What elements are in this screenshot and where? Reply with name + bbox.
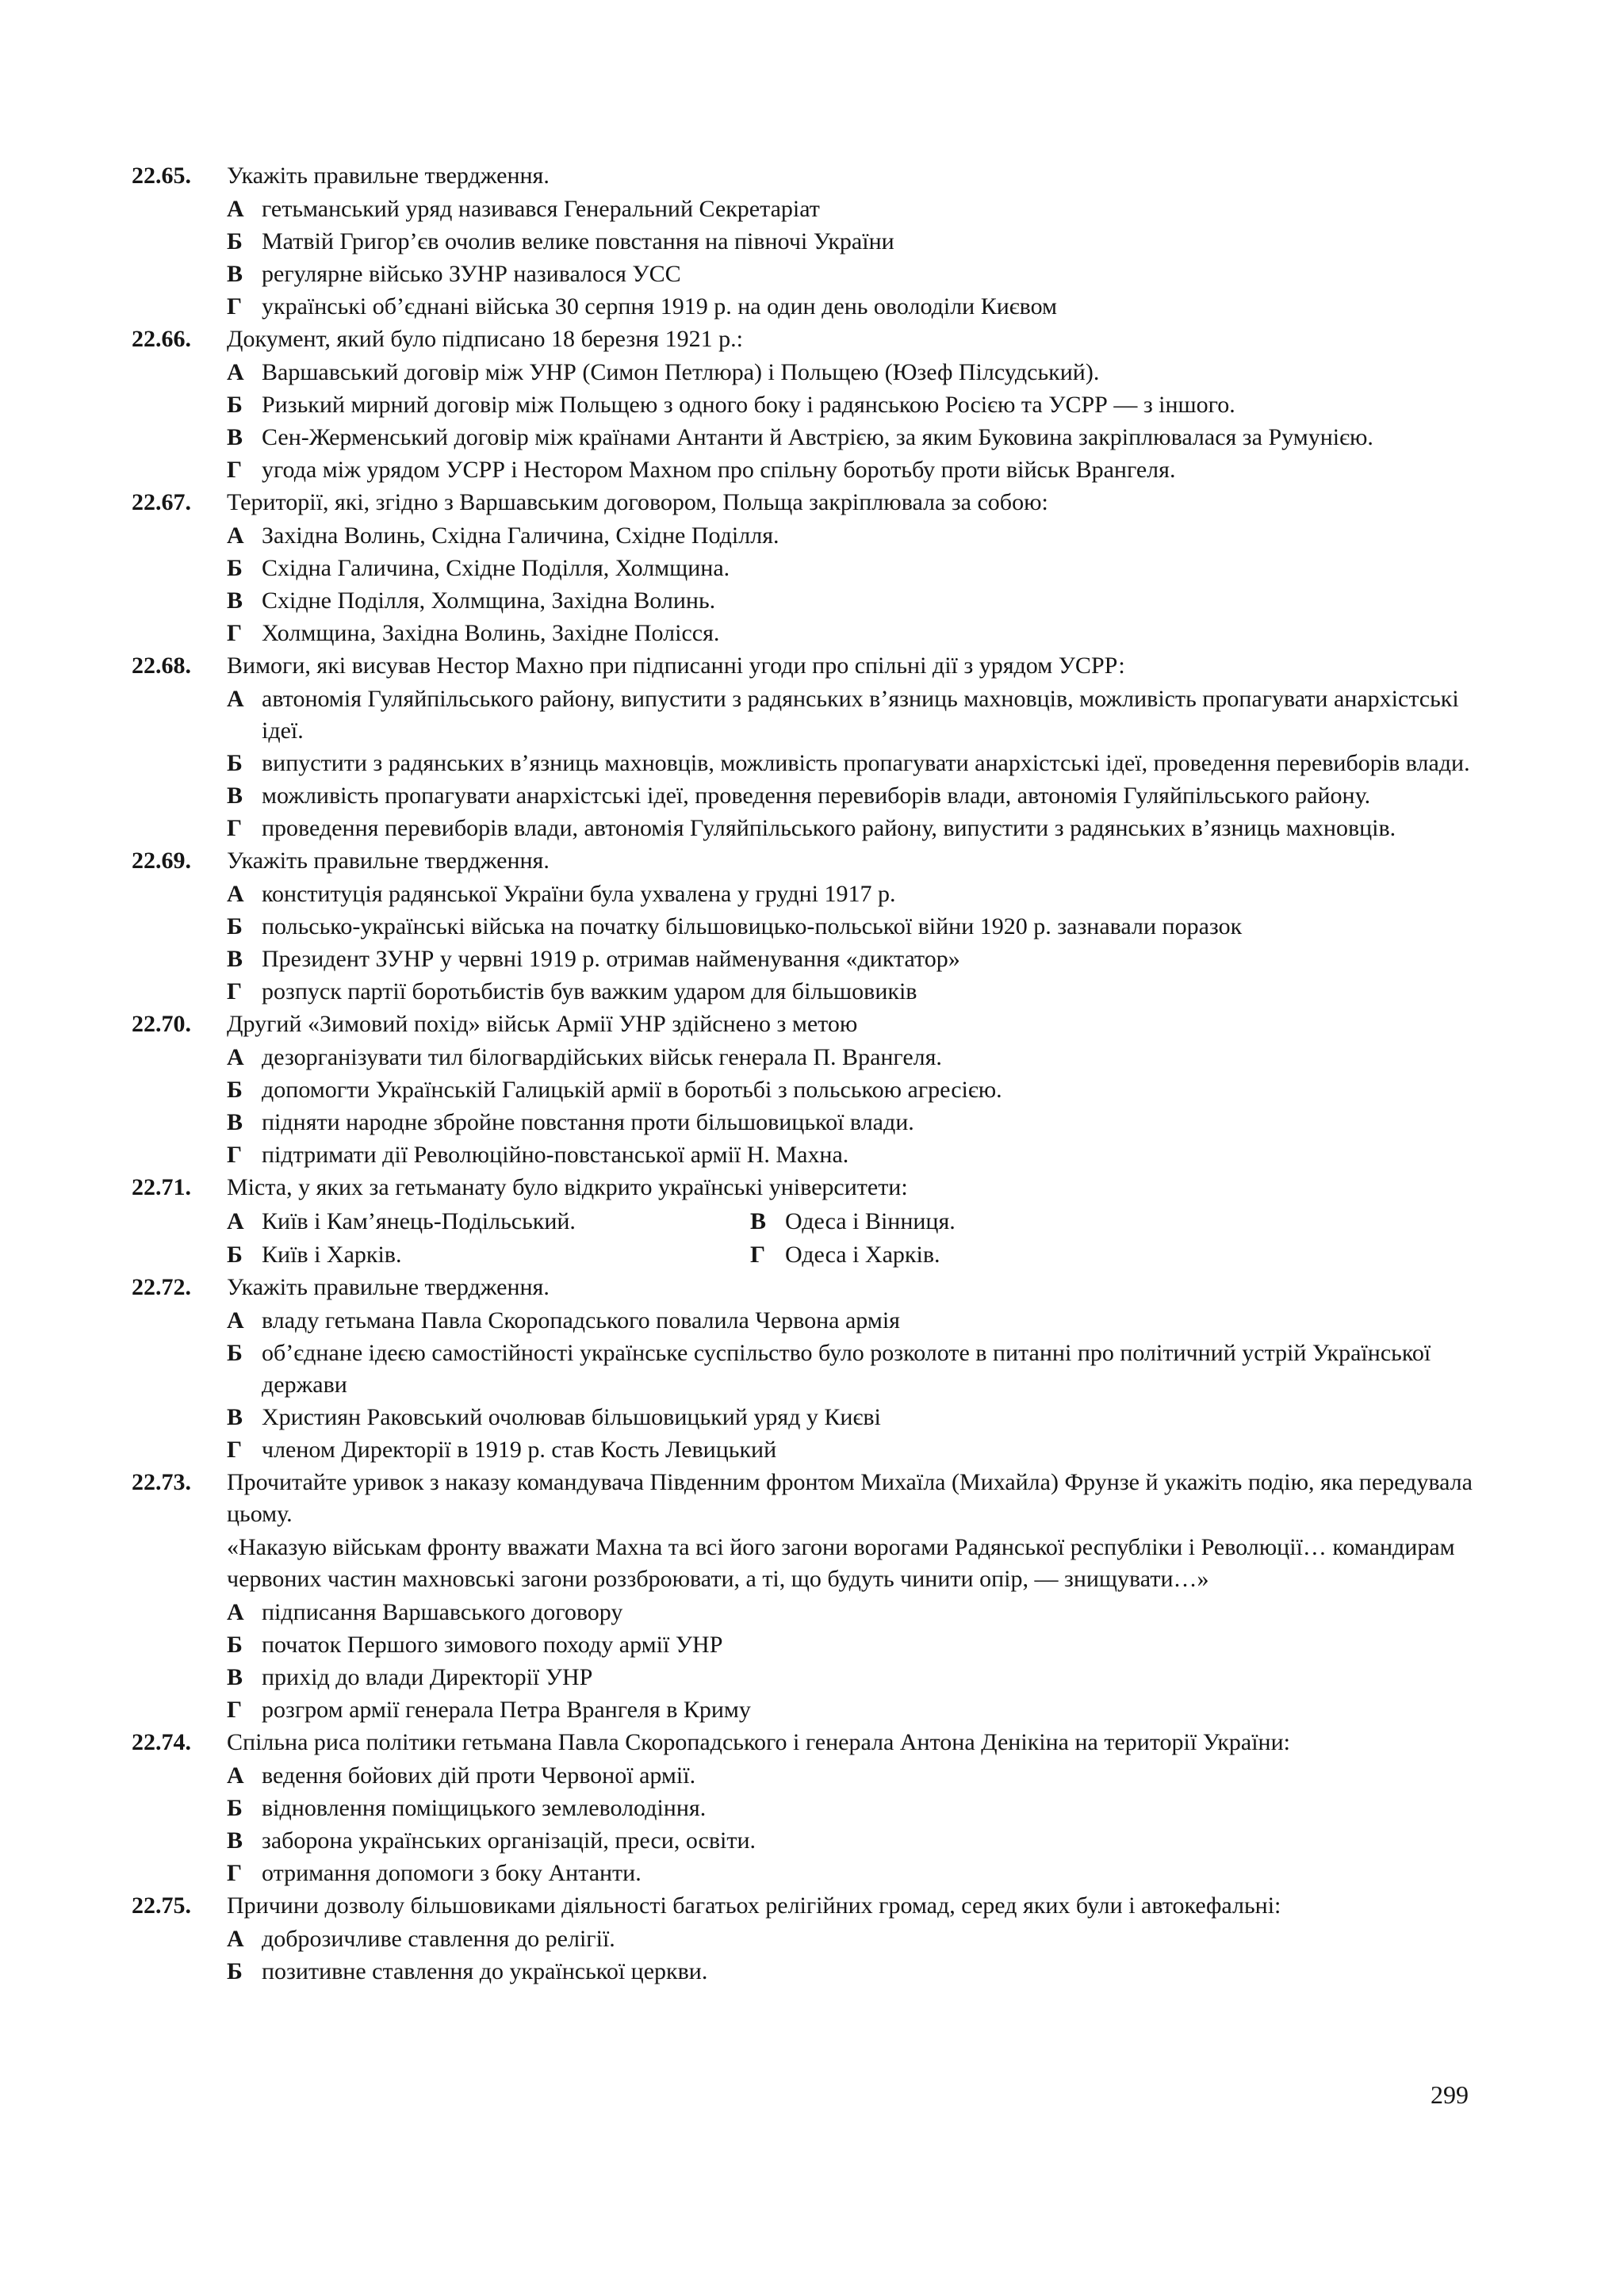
answer-options	[227, 1305, 1480, 1466]
answer-option	[227, 1956, 1480, 1988]
option-text: допомогти Українській Галицькій армії в боротьбі з польською агресією.	[262, 1077, 1002, 1103]
option-letter: Б	[227, 228, 243, 254]
question-number: 22.66.	[132, 326, 191, 352]
option-letter: В	[750, 1208, 767, 1234]
option-letter: В	[227, 783, 243, 809]
answer-option	[227, 780, 1480, 812]
option-letter: А	[227, 1044, 244, 1070]
answer-options	[227, 1760, 1480, 1889]
option-text: дезорганізувати тил білогвардійських військ генерала П. Врангеля.	[262, 1044, 942, 1070]
question-number: 22.73.	[132, 1469, 191, 1495]
answer-option	[227, 258, 1480, 290]
option-letter: В	[227, 1827, 243, 1854]
answer-option	[227, 748, 1480, 779]
question-number: 22.72.	[132, 1274, 191, 1300]
question-22-72	[132, 1272, 1480, 1466]
question-number: 22.75.	[132, 1892, 191, 1919]
option-text: Київ і Кам’янець-Подільський.	[262, 1208, 576, 1234]
question-number: 22.69.	[132, 848, 191, 874]
question-text: Міста, у яких за гетьманату було відкрито українські університети:	[227, 1174, 908, 1200]
option-text: початок Першого зимового походу армії УНР	[262, 1632, 723, 1658]
question-22-75	[132, 1890, 1480, 1988]
answer-option	[227, 193, 1480, 225]
question-number: 22.67.	[132, 489, 191, 515]
answer-options	[227, 1042, 1480, 1171]
question-22-65	[132, 160, 1480, 323]
answer-option	[227, 1694, 1480, 1726]
answer-option	[227, 1337, 1480, 1401]
option-text: членом Директорії в 1919 р. став Кость Левицький	[262, 1437, 777, 1463]
quote-excerpt: «Наказую військам фронту вважати Махна та всі його загони ворогами Радянської республіки і Революції… командирам червоних частин махновські загони роззброювати, а ті, що будуть чинити опір, — знищувати…»	[227, 1534, 1455, 1592]
option-letter: А	[227, 196, 244, 222]
answer-option	[227, 1206, 750, 1238]
answer-option	[227, 813, 1480, 844]
option-letter: А	[227, 1208, 244, 1234]
answer-option	[227, 618, 1480, 649]
question-text: Території, які, згідно з Варшавським договором, Польща закріплювала за собою:	[227, 489, 1048, 515]
option-text: Ризький мирний договір між Польщею з одного боку і радянською Росією та УСРР — з іншого.	[262, 392, 1235, 418]
option-text: розгром армії генерала Петра Врангеля в Криму	[262, 1697, 751, 1723]
option-text: підписання Варшавського договору	[262, 1599, 623, 1625]
option-letter: Б	[227, 1340, 243, 1366]
question-number: 22.70.	[132, 1011, 191, 1037]
option-text: доброзичливе ставлення до релігії.	[262, 1926, 615, 1952]
option-letter: Б	[227, 1242, 243, 1268]
option-text: українські об’єднані війська 30 серпня 1919 р. на один день оволоділи Києвом	[262, 293, 1058, 320]
option-letter: В	[227, 1109, 243, 1135]
option-letter: А	[227, 1599, 244, 1625]
answer-option	[227, 1107, 1480, 1138]
option-text: Одеса і Харків.	[785, 1242, 940, 1268]
answer-option	[227, 1139, 1480, 1171]
option-text: отримання допомоги з боку Антанти.	[262, 1860, 642, 1886]
option-letter: Б	[227, 750, 243, 776]
answer-option	[227, 1597, 1480, 1628]
option-text: Східна Галичина, Східне Поділля, Холмщина.	[262, 555, 730, 581]
option-letter: Б	[227, 1795, 243, 1821]
answer-option	[227, 1923, 1480, 1955]
option-letter: Г	[227, 620, 243, 646]
option-letter: Г	[227, 1142, 243, 1168]
option-letter: Г	[227, 978, 243, 1004]
question-text: Причини дозволу більшовиками діяльності багатьох релігійних громад, серед яких були і автокефальні:	[227, 1892, 1281, 1919]
option-letter: А	[227, 1762, 244, 1789]
option-text: Одеса і Вінниця.	[785, 1208, 956, 1234]
option-text: проведення перевиборів влади, автономія Гуляйпільського району, випустити з радянських в’язниць махновців.	[262, 815, 1396, 841]
option-text: випустити з радянських в’язниць махновців, можливість пропагувати анархістські ідеї, проведення перевиборів влади.	[262, 750, 1470, 776]
answer-option	[227, 1858, 1480, 1889]
option-text: Західна Волинь, Східна Галичина, Східне Поділля.	[262, 522, 779, 549]
option-letter: А	[227, 522, 244, 549]
question-number: 22.65.	[132, 163, 191, 189]
option-letter: Г	[227, 457, 243, 483]
question-22-66	[132, 323, 1480, 486]
answer-option	[227, 1760, 1480, 1792]
option-text: Сен-Жерменський договір між країнами Антанти й Австрією, за яким Буковина закріплювалася за Румунією.	[262, 424, 1373, 450]
answer-option	[227, 357, 1480, 388]
option-text: владу гетьмана Павла Скоропадського повалила Червона армія	[262, 1307, 900, 1334]
option-letter: В	[227, 587, 243, 614]
question-number: 22.68.	[132, 652, 191, 679]
question-22-74	[132, 1727, 1480, 1889]
answer-options	[227, 1923, 1480, 1988]
answer-options	[227, 357, 1480, 486]
option-letter: В	[227, 261, 243, 287]
question-text: Другий «Зимовий похід» військ Армії УНР здійснено з метою	[227, 1011, 858, 1037]
answer-options	[227, 1597, 1480, 1726]
question-number: 22.74.	[132, 1729, 191, 1755]
answer-option	[227, 976, 1480, 1008]
option-letter: Г	[227, 1860, 243, 1886]
answer-option	[227, 943, 1480, 975]
option-letter: Б	[227, 1958, 243, 1984]
answer-option	[227, 291, 1480, 323]
answer-options	[227, 193, 1480, 323]
question-text: Документ, який було підписано 18 березня 1921 р.:	[227, 326, 743, 352]
question-22-67	[132, 487, 1480, 649]
answer-option	[227, 520, 1480, 552]
answer-option	[227, 1042, 1480, 1073]
option-text: польсько-українські війська на початку більшовицько-польської війни 1920 р. зазнавали поразок	[262, 913, 1243, 939]
question-22-68	[132, 650, 1480, 844]
answer-option	[227, 454, 1480, 486]
option-letter: Б	[227, 1632, 243, 1658]
answer-options	[227, 683, 1480, 844]
option-letter: Г	[227, 1437, 243, 1463]
answer-option	[227, 226, 1480, 258]
question-number: 22.71.	[132, 1174, 191, 1200]
option-text: гетьманський уряд називався Генеральний Секретаріат	[262, 196, 820, 222]
answer-option	[227, 1239, 750, 1271]
option-text: регулярне військо ЗУНР називалося УСС	[262, 261, 681, 287]
question-text: Прочитайте уривок з наказу командувача Південним фронтом Михаїла (Михайла) Фрунзе й укажіть подію, яка передувала цьому.	[227, 1469, 1473, 1527]
option-text: Матвій Григор’єв очолив велике повстання на півночі України	[262, 228, 894, 254]
question-text: Спільна риса політики гетьмана Павла Скоропадського і генерала Антона Денікіна на території України:	[227, 1729, 1290, 1755]
option-letter: Г	[750, 1242, 766, 1268]
answer-options	[227, 1205, 1480, 1272]
answer-option	[750, 1206, 1226, 1238]
question-list	[132, 160, 1480, 1988]
answer-option	[227, 1402, 1480, 1433]
option-text: підняти народне збройне повстання проти більшовицької влади.	[262, 1109, 914, 1135]
answer-options	[227, 878, 1480, 1008]
option-text: Київ і Харків.	[262, 1242, 402, 1268]
option-text: Східне Поділля, Холмщина, Західна Волинь.	[262, 587, 716, 614]
question-text: Укажіть правильне твердження.	[227, 163, 550, 189]
option-letter: Г	[227, 1697, 243, 1723]
option-text: відновлення поміщицького землеволодіння.	[262, 1795, 707, 1821]
question-22-73	[132, 1467, 1480, 1726]
option-text: Холмщина, Західна Волинь, Західне Полісся.	[262, 620, 720, 646]
question-22-70	[132, 1008, 1480, 1171]
option-text: позитивне ставлення до української церкви.	[262, 1958, 708, 1984]
answer-option	[227, 1305, 1480, 1337]
option-letter: А	[227, 1307, 244, 1334]
option-letter: А	[227, 881, 244, 907]
question-text: Укажіть правильне твердження.	[227, 1274, 550, 1300]
answer-options	[227, 520, 1480, 649]
question-text: Укажіть правильне твердження.	[227, 848, 550, 874]
option-letter: В	[227, 946, 243, 972]
answer-option	[227, 553, 1480, 584]
answer-option	[750, 1239, 1226, 1271]
answer-option	[227, 422, 1480, 453]
answer-option	[227, 1793, 1480, 1824]
option-text: прихід до влади Директорії УНР	[262, 1664, 593, 1690]
option-text: підтримати дії Революційно-повстанської армії Н. Махна.	[262, 1142, 849, 1168]
option-letter: А	[227, 1926, 244, 1952]
option-letter: А	[227, 686, 244, 712]
option-text: Варшавський договір між УНР (Симон Петлюра) і Польщею (Юзеф Пілсудський).	[262, 359, 1100, 385]
option-text: розпуск партії боротьбистів був важким ударом для більшовиків	[262, 978, 917, 1004]
answer-option	[227, 389, 1480, 421]
option-letter: Б	[227, 1077, 243, 1103]
option-letter: Б	[227, 913, 243, 939]
answer-option	[227, 878, 1480, 910]
option-text: ведення бойових дій проти Червоної армії.	[262, 1762, 696, 1789]
option-text: можливість пропагувати анархістські ідеї, проведення перевиборів влади, автономія Гуляйпільського району.	[262, 783, 1371, 809]
option-letter: Б	[227, 392, 243, 418]
question-22-71	[132, 1172, 1480, 1272]
question-22-69	[132, 845, 1480, 1008]
answer-option	[227, 1825, 1480, 1857]
answer-option	[227, 911, 1480, 943]
option-letter: В	[227, 424, 243, 450]
option-letter: Г	[227, 293, 243, 320]
answer-option	[227, 1434, 1480, 1466]
option-letter: В	[227, 1404, 243, 1430]
answer-option	[227, 585, 1480, 617]
option-text: угода між урядом УСРР і Нестором Махном про спільну боротьбу проти військ Врангеля.	[262, 457, 1176, 483]
question-text: Вимоги, які висував Нестор Махно при підписанні угоди про спільні дії з урядом УСРР:	[227, 652, 1125, 679]
answer-option	[227, 1629, 1480, 1661]
option-letter: Г	[227, 815, 243, 841]
answer-option	[227, 1662, 1480, 1693]
option-letter: А	[227, 359, 244, 385]
option-text: об’єднане ідеєю самостійності українське суспільство було розколоте в питанні про політичний устрій Української держави	[262, 1340, 1431, 1398]
option-text: конституція радянської України була ухвалена у грудні 1917 р.	[262, 881, 896, 907]
option-text: Християн Раковський очолював більшовицький уряд у Києві	[262, 1404, 881, 1430]
option-letter: В	[227, 1664, 243, 1690]
answer-option	[227, 683, 1480, 747]
page-number: 299	[1431, 2080, 1469, 2109]
option-text: заборона українських організацій, преси, освіти.	[262, 1827, 756, 1854]
option-text: Президент ЗУНР у червні 1919 р. отримав найменування «диктатор»	[262, 946, 960, 972]
option-text: автономія Гуляйпільського району, випустити з радянських в’язниць махновців, можливість пропагувати анархістські ідеї.	[262, 686, 1459, 744]
answer-option	[227, 1074, 1480, 1106]
option-letter: Б	[227, 555, 243, 581]
